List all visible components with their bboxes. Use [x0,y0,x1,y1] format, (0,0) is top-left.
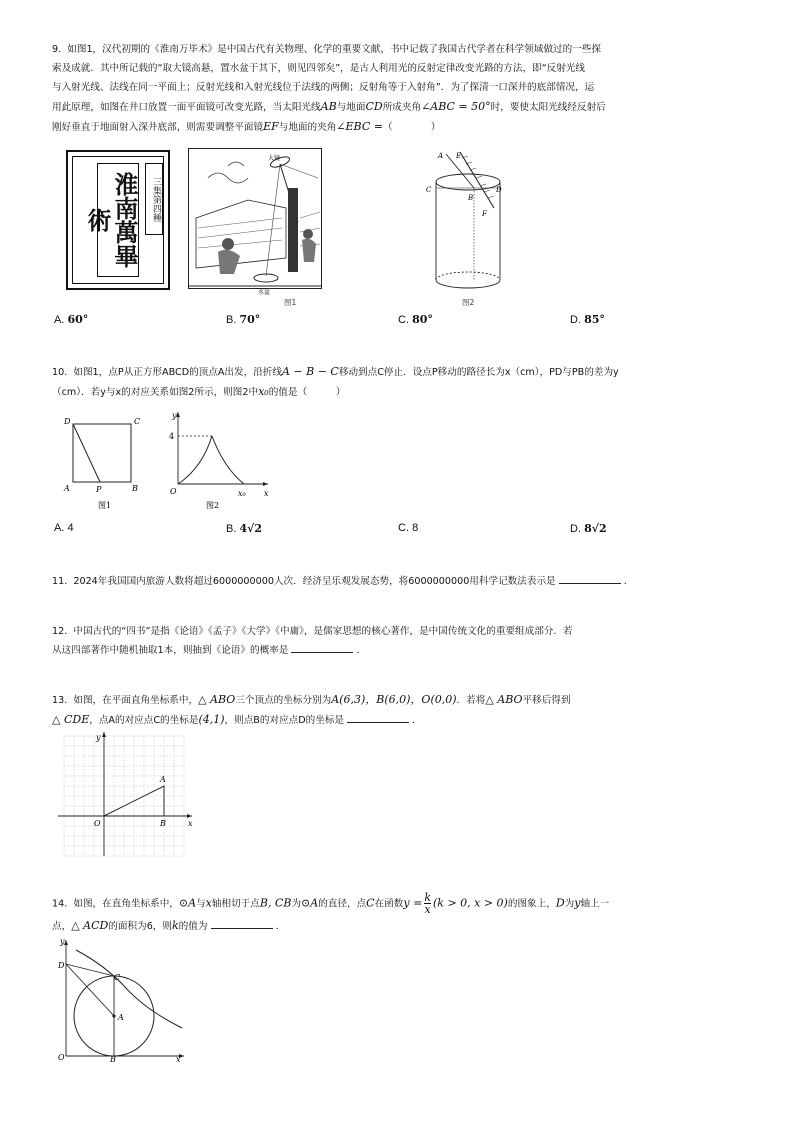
q14-text-line1i: 的直径，点 [318,898,367,910]
question-12 [52,622,742,660]
option-letter: B. [226,314,237,326]
q9-text-line5d: ∠EBC = [336,120,383,133]
q14-text-line2b: △ ACD [71,918,109,932]
fraction-denominator: x [424,903,431,916]
function-graph [164,408,274,512]
figure-caption: 图2 [462,298,475,307]
label-F: F [482,210,487,218]
book-title: 淮南萬畢術 [97,163,139,277]
q9-text-line4c: 与地面 [336,102,366,113]
q14-text-line1k: 在函数 [374,898,404,910]
q13-text-line2d: ，则点B的对应点D的坐标是 [224,715,345,726]
q13-text-line1g: 平移后得到 [522,695,571,706]
q13-text-line2b: ，点A的对应点C的坐标是 [89,715,199,726]
axis-label-y: y [96,733,101,742]
axis-label-x: x [188,819,193,828]
option-b[interactable] [226,313,260,326]
book-subtitle: 三集第四種 [145,163,163,235]
q13-text-line2c: (4,1) [198,713,225,726]
q14-text-line2e: 的值为 [178,920,208,932]
option-c[interactable] [398,522,418,534]
q9-text-line2: 索及成就．其中所记载的“取大镜高悬，置水盆于其下，则见四邻矣”，是古人利用光的反射定律改变光路的方法，即“反射光线 [52,63,585,74]
question-11 [52,572,742,591]
q9-text-line5a: 刚好垂直于地面射入深井底部，则需要调整平面镜 [52,122,264,133]
label-A: A [64,484,70,493]
question-number: 11. [52,576,68,587]
label-D: D [496,186,502,194]
label-C: C [114,973,121,982]
option-value: 60° [67,313,89,326]
q9-text-line4f: ∠ABC = 50° [421,100,491,113]
q13-text-line1b: △ ABO [198,693,236,706]
label-B: B [468,194,474,202]
figure-caption: 图1 [284,298,297,307]
q14-end: ． [275,920,286,932]
q14-text-line2c: 的面积为6，则 [108,920,172,932]
q9-text-line5c: 与地面的夹角 [278,122,337,133]
q14-text-line1n: 的图象上， [507,898,556,910]
answer-blank[interactable] [211,918,273,929]
label-D: D [64,417,71,426]
q9-text-line4a: 用此原理，如图在井口放置一面平面镜可改变光路，当太阳光线 [52,102,321,113]
q14-text-line2a: 点， [52,920,72,932]
question-10 [52,362,742,402]
q13-text-line1c: 三个顶点的坐标分别为 [235,695,332,706]
q9-text-line4d: CD [365,100,383,113]
label-B: B [110,1055,116,1064]
q14-text-line1e: 轴相切于点 [211,898,260,910]
option-c[interactable] [398,313,433,326]
label-C: C [134,417,141,426]
axis-label-x: x [264,489,269,498]
answer-blank[interactable] [291,642,353,653]
label-B: B [160,819,166,828]
square-diagram [60,412,150,512]
option-letter: C. [398,522,409,534]
origin-label: O [170,487,177,496]
label-D: D [58,961,65,970]
option-a[interactable] [54,313,88,326]
question-14 [52,892,742,936]
q10-text-line1b: A − B − C [281,365,339,378]
q13-text-line1e: ．若将 [456,695,486,706]
book-frame [72,156,164,284]
question-number: 10. [52,367,68,378]
q14-text-line2d: k [172,918,179,932]
label-P: P [96,485,102,494]
q14-text-line1h: ⊙A [301,896,319,910]
answer-bracket: （ ） [382,122,441,133]
label-A: A [118,1013,124,1022]
q11-end: ． [623,576,634,587]
mirror-illustration [188,148,322,294]
option-d[interactable] [570,522,607,535]
figure-caption: 图1 [98,501,112,510]
option-b[interactable] [226,522,262,535]
option-a[interactable] [54,522,74,534]
well-diagram [424,148,514,290]
q13-text-line1a: 如图，在平面直角坐标系中， [73,695,199,706]
q9-text-line5b: EF [263,120,279,133]
option-value: 80° [412,313,433,326]
q13-end: ． [412,715,422,726]
q14-text-line1b: ⊙A [178,896,197,910]
option-letter: C. [398,314,409,326]
question-number: 13. [52,695,68,706]
tick-label-4: 4 [169,432,175,441]
q9-text-line1: 如图1，汉代初期的《淮南万毕术》是中国古代有关物理、化学的重要文献，书中记载了我国古代学者在科学领域做过的一些探 [67,44,602,55]
q12-text-line1: 中国古代的“四书”是指《论语》《孟子》《大学》《中庸》，是儒家思想的核心著作，是中国传统文化的重要组成部分．若 [73,626,573,637]
option-letter: A. [54,314,65,326]
option-value: 8√2 [584,522,607,535]
axis-label-y: y [172,411,177,420]
question-9 [52,40,742,137]
q14-text-line1c: 与 [196,898,206,910]
origin-label: O [94,819,101,828]
q14-text-line1r: 轴上一 [580,898,610,910]
label-water-basin: 水盆 [258,289,271,296]
fraction-numerator: k [424,891,431,904]
figure-caption: 图2 [206,501,220,510]
label-E: E [456,152,462,160]
option-letter: D. [570,314,581,326]
option-letter: D. [570,523,581,535]
q14-text-line1p: 为 [564,898,575,910]
origin-label: O [58,1053,65,1062]
q11-text: 2024年我国国内旅游人数将超过6000000000人次．经济呈乐观发展态势，将6000000000用科学记数法表示是 [73,576,556,587]
option-value: 70° [239,313,261,326]
q10-text-line1c: 移动到点C停止．设点P移动的路径长为x（cm），PD与PB的差为y [338,367,619,378]
option-value: 4 [67,522,74,534]
coordinate-grid [58,730,198,860]
book-cover-image [66,150,170,290]
q9-text-line4g: 时，要使太阳光线经反射后 [490,102,606,113]
answer-blank[interactable] [559,573,621,584]
q14-text-line1l: y = [403,896,423,910]
q13-text-line2a: △ CDE [52,713,90,726]
label-A: A [438,152,444,160]
q14-text-line1q: y [574,896,581,910]
question-number: 14. [52,898,68,910]
q14-text-line1o: D [555,896,565,910]
q14-text-line1j: C [366,896,375,910]
q14-text-line1g: 为 [291,898,302,910]
option-value: 8 [412,522,419,534]
circle-tangent-diagram [56,936,196,1064]
label-A: A [160,775,166,784]
answer-blank[interactable] [347,712,409,723]
q9-text-line3: 与入射光线、法线在同一平面上；反射光线和入射光线位于法线的两侧；反射角等于入射角”．为了探清一口深井的底部情况，运 [52,82,595,93]
option-d[interactable] [570,313,605,326]
q14-text-line1d: x [205,896,212,910]
q10-text-line1a: 如图1，点P从正方形ABCD的顶点A出发，沿折线 [73,367,282,378]
tick-label-x0: x₀ [238,489,246,498]
q14-text-line1a: 如图，在直角坐标系中， [73,898,179,910]
q14-text-line1f: B, CB [259,896,292,910]
q12-text-line2: 从这四部著作中随机抽取1本，则抽到《论语》的概率是 [52,645,289,656]
q9-text-line4b: AB [320,100,337,113]
q10-text-line2a: （cm）．若y与x的对应关系如图2所示，则图2中 [52,387,259,398]
q12-end: ． [356,645,367,656]
question-13 [52,690,742,730]
q9-text-line4e: 所成夹角 [382,102,422,113]
option-letter: B. [226,523,237,535]
fraction [424,892,431,915]
label-C: C [426,186,432,194]
question-number: 12. [52,626,68,637]
q13-text-line1d: A(6,3)，B(6,0)，O(0,0) [331,693,457,706]
option-letter: A. [54,522,65,534]
option-value: 85° [584,313,605,326]
axis-label-x: x [176,1055,181,1064]
axis-label-y: y [60,937,65,946]
label-big-mirror: 大镜 [268,155,281,162]
question-number: 9. [52,44,62,55]
option-value: 4√2 [239,522,263,535]
q13-text-line1f: △ ABO [485,693,523,706]
label-B: B [132,484,138,493]
q10-text-line2b: x₀ [258,385,269,398]
q14-text-line1m: (k > 0, x > 0) [432,896,508,910]
q10-text-line2c: 的值是（ ） [268,387,346,398]
